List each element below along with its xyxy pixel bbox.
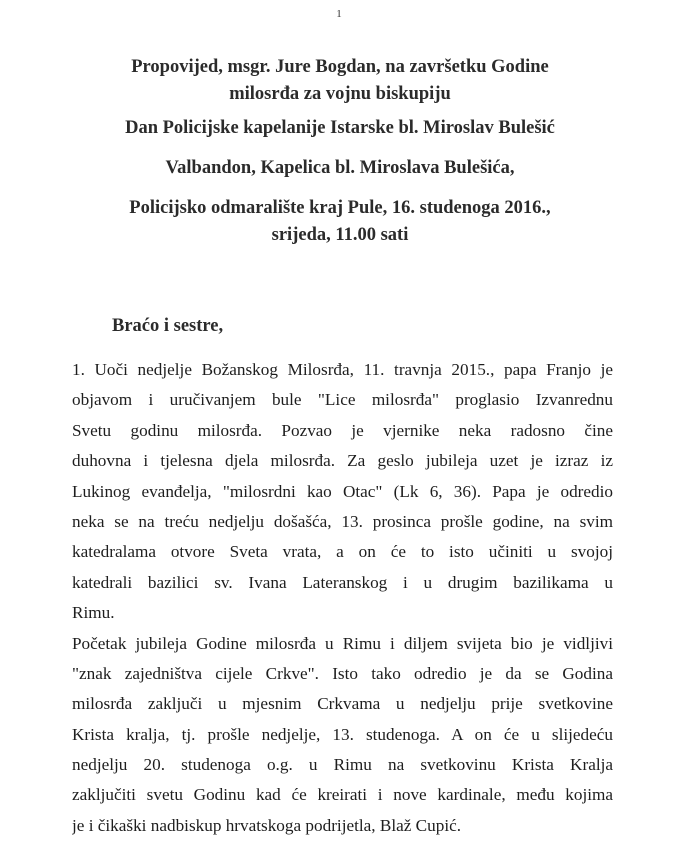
heading-line-3: Dan Policijske kapelanije Istarske bl. Miroslav Bulešić	[125, 118, 555, 138]
body-line: katedrali bazilici sv. Ivana Lateranskog i u drugim bazilikama u	[72, 572, 613, 592]
body-line: zaključiti svetu Godinu kad će kreirati i nove kardinale, među kojima	[72, 785, 613, 805]
body-line: Krista kralja, tj. prošle nedjelje, 13. studenoga. A on će u slijedeću	[72, 724, 613, 744]
body-line: Rimu.	[72, 603, 115, 623]
page-number: 1	[336, 8, 342, 20]
body-line: "znak zajedništva cijele Crkve". Isto tako odredio je da se Godina	[72, 663, 613, 683]
body-line: 1. Uoči nedjelje Božanskog Milosrđa, 11. travnja 2015., papa Franjo je	[72, 360, 613, 379]
body-text	[72, 355, 613, 841]
body-line: Početak jubileja Godine milosrđa u Rimu i diljem svijeta bio je vidljivi	[72, 633, 613, 653]
body-line: Lukinog evanđelja, "milosrdni kao Otac" (Lk 6, 36). Papa je odredio	[72, 481, 613, 501]
body-line: Svetu godinu milosrđa. Pozvao je vjernike neka radosno čine	[72, 420, 613, 440]
body-line: neka se na treću nedjelju došašća, 13. prosinca prošle godine, na svim	[72, 511, 613, 531]
heading-line-2: milosrđa za vojnu biskupiju	[229, 84, 451, 104]
body-line: nedjelju 20. studenoga o.g. u Rimu na svetkovinu Krista Kralja	[72, 755, 613, 775]
body-line: je i čikaški nadbiskup hrvatskoga podrijetla, Blaž Cupić.	[72, 815, 462, 835]
heading-line-1: Propovijed, msgr. Jure Bogdan, na završetku Godine	[131, 57, 549, 77]
body-line: duhovna i tjelesna djela milosrđa. Za geslo jubileja uzet je izraz iz	[72, 451, 613, 471]
heading-line-4: Valbandon, Kapelica bl. Miroslava Bulešića,	[165, 158, 515, 178]
body-line: katedralama otvore Sveta vrata, a on će to isto učiniti u svojoj	[72, 542, 613, 562]
heading-line-5: Policijsko odmaralište kraj Pule, 16. studenoga 2016.,	[129, 198, 551, 218]
document-heading	[60, 54, 620, 249]
heading-line-6: srijeda, 11.00 sati	[271, 225, 409, 245]
salutation: Braćo i sestre,	[112, 316, 224, 336]
body-line: objavom i uručivanjem bule "Lice milosrđa" proglasio Izvanrednu	[72, 390, 613, 410]
body-line: milosrđa zaključi u mjesnim Crkvama u nedjelju prije svetkovine	[72, 694, 613, 714]
